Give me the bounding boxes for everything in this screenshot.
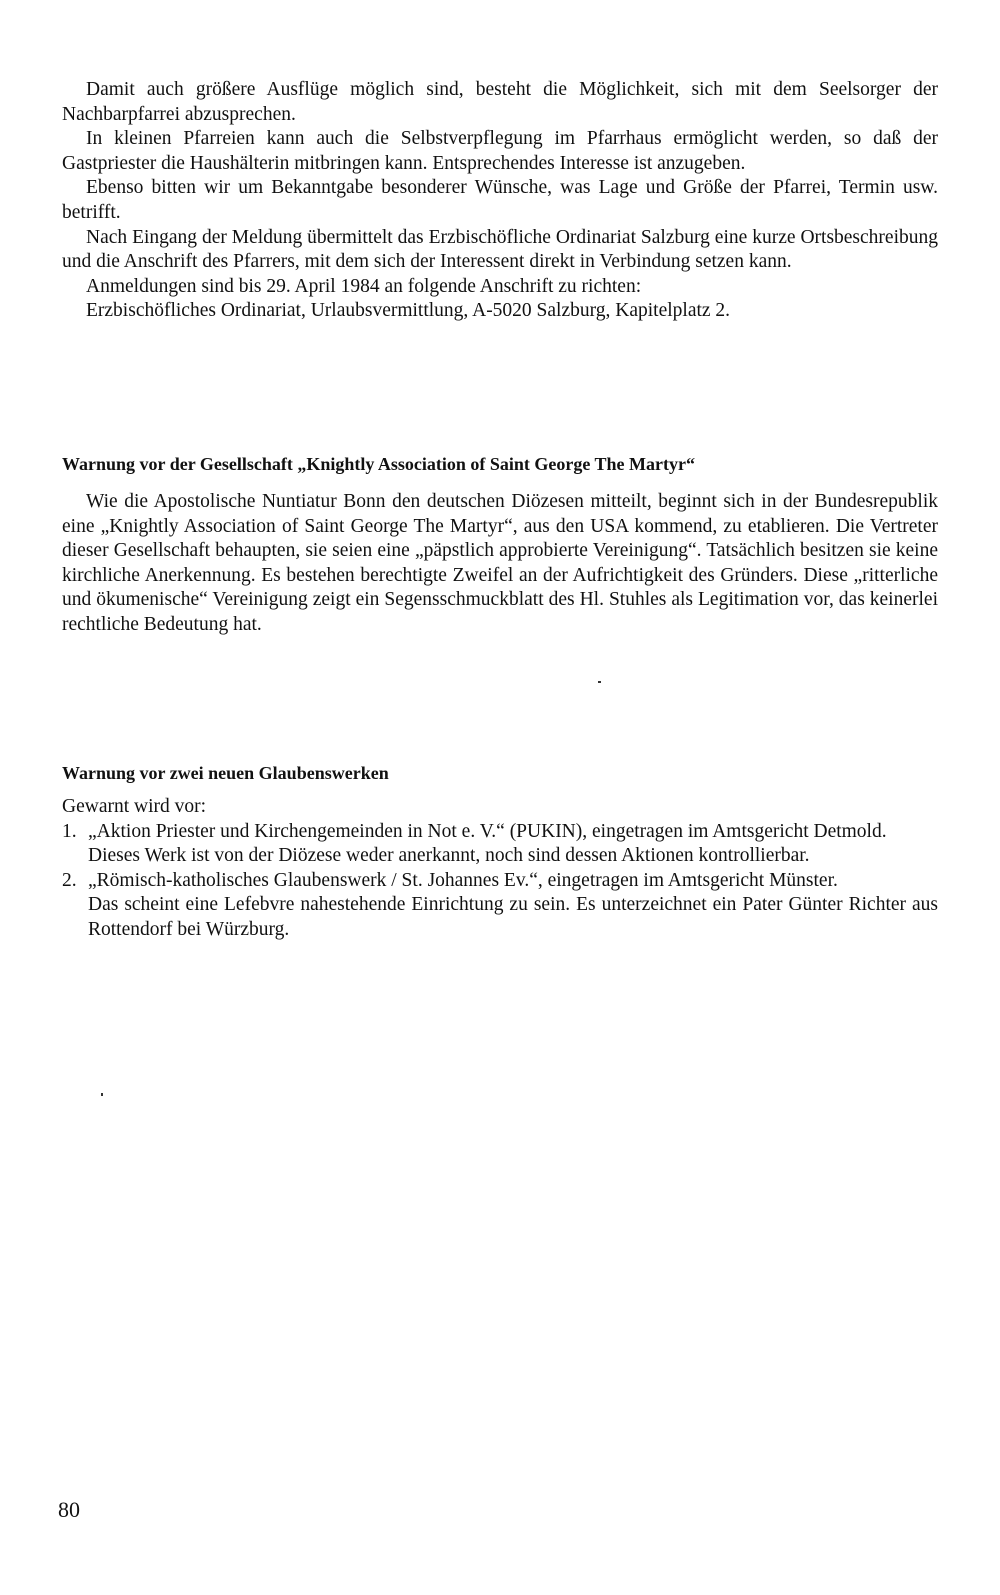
intro-paragraph: Ebenso bitten wir um Bekanntgabe besonderer Wünsche, was Lage und Größe der Pfarrei, Termin usw. betrifft. [62,177,938,223]
list-item [62,869,938,943]
section-heading-glaubenswerke: Warnung vor zwei neuen Glaubenswerken [62,763,389,783]
warning-list [62,820,938,943]
intro-address: Erzbischöfliches Ordinariat, Urlaubsvermittlung, A-5020 Salzburg, Kapitelplatz 2. [86,300,731,322]
list-lead: Gewarnt wird vor: [62,796,207,817]
list-item-note: Dieses Werk ist von der Diözese weder anerkannt, noch sind dessen Aktionen kontrollierbar. [88,845,810,867]
section-heading-knightly-association: Warnung vor der Gesellschaft „Knightly Association of Saint George The Martyr“ [62,454,695,474]
list-item-title: „Römisch-katholisches Glaubenswerk / St. Johannes Ev.“, eingetragen im Amtsgericht Münster. [88,869,838,891]
section-body: Wie die Apostolische Nuntiatur Bonn den deutschen Diözesen mitteilt, beginnt sich in der Bundesrepublik eine „Knightly Association of Saint George The Martyr“, aus den USA kommend, zu etablieren. Die Vertreter dieser Gesellschaft behaupten, sie seien eine „päpstlich approbierte Vereinigung“. Tatsächlich besitzen sie keine kirchliche Anerkennung. Es bestehen berechtigte Zweifel an der Aufrichtigkeit des Gründers. Diese „ritterliche und ökumenische“ Vereinigung zeigt ein Segensschmuckblatt des Hl. Stuhles als Legitimation vor, das keinerlei rechtliche Bedeutung hat. [62,491,938,635]
scan-speck [101,1093,103,1096]
list-item-title: „Aktion Priester und Kirchengemeinden in Not e. V.“ (PUKIN), eingetragen im Amtsgericht Detmold. [88,820,887,842]
list-item-body [88,820,938,869]
section-knightly-association [62,490,938,638]
intro-registration-deadline: Anmeldungen sind bis 29. April 1984 an folgende Anschrift zu richten: [86,275,642,297]
intro-paragraph: Damit auch größere Ausflüge möglich sind, besteht die Möglichkeit, sich mit dem Seelsorger der Nachbarpfarrei abzusprechen. [62,79,938,125]
list-item-number: 2. [62,869,77,891]
intro-paragraph: Nach Eingang der Meldung übermittelt das Erzbischöfliche Ordinariat Salzburg eine kurze Ortsbeschreibung und die Anschrift des Pfarrers, mit dem sich der Interessent direkt in Verbindung setzen kann. [62,226,938,273]
intro-section [62,78,938,324]
page-number: 80 [58,1497,80,1522]
list-item-note: Das scheint eine Lefebvre nahestehende Einrichtung zu sein. Es unterzeichnet ein Pater Günter Richter aus Rottendorf bei Würzburg. [88,894,938,940]
list-item [62,820,938,869]
list-item-number: 1. [62,820,77,842]
list-item-body [88,869,938,943]
section-glaubenswerke [62,795,938,943]
intro-paragraph: In kleinen Pfarreien kann auch die Selbstverpflegung im Pfarrhaus ermöglicht werden, so daß der Gastpriester die Haushälterin mitbringen kann. Entsprechendes Interesse ist anzugeben. [62,128,938,174]
scan-speck [598,681,601,683]
